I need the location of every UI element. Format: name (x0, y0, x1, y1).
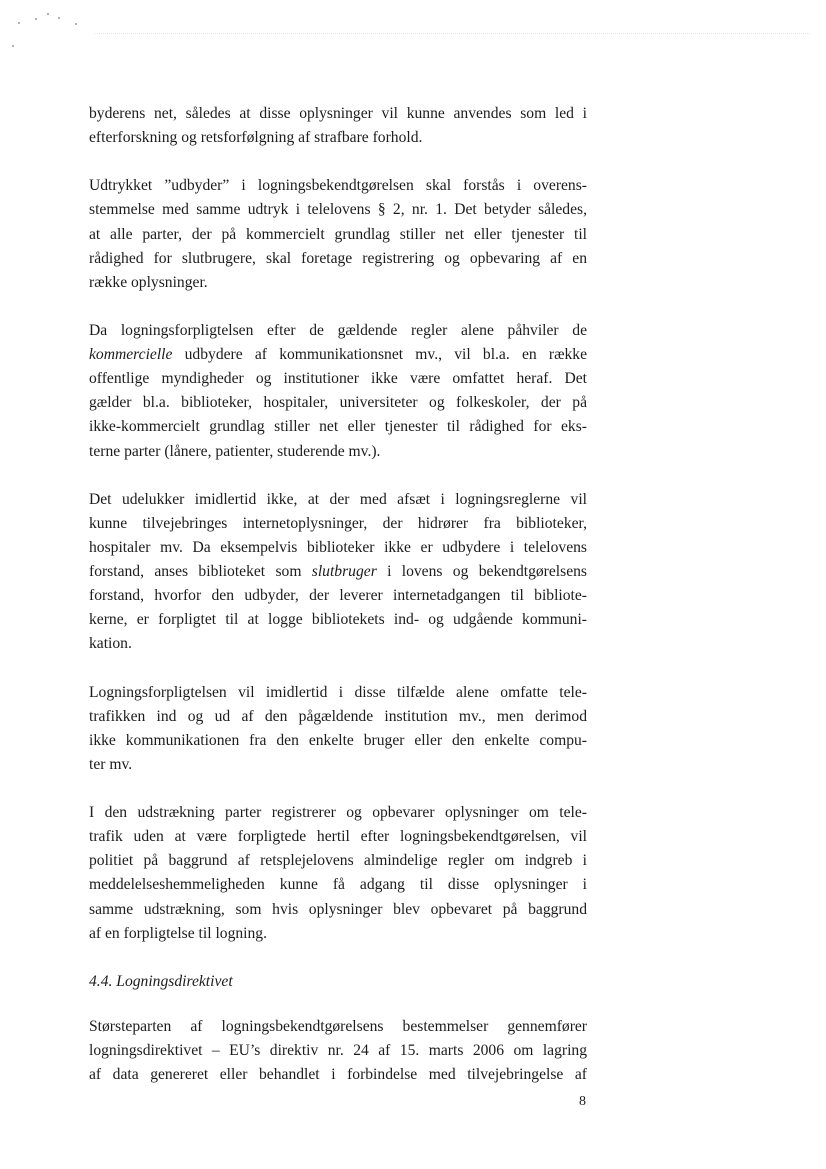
text-line: Størsteparten af logningsbekendtgørelsens bestemmelser gennemfører (89, 1017, 587, 1035)
text-line: ikke-kommercielt grundlag stiller net eller tjenester til rådighed for eks- (89, 418, 587, 436)
text-fragment: i lovens og bekendtgørelsens (376, 563, 587, 581)
text-line: Da logningsforpligtelsen efter de gældende regler alene påhviler de (89, 322, 587, 340)
text-line: trafik uden at være forpligtede hertil efter logningsbekendtgørelsen, vil (89, 828, 587, 846)
text-line: trafikken ind og ud af den pågældende institution mv., men derimod (89, 707, 587, 725)
emphasis-slutbruger: slutbruger (311, 563, 377, 581)
paragraph-6 (89, 801, 587, 946)
text-line: meddelelseshemmeligheden kunne få adgang til disse oplysninger i (89, 876, 587, 894)
text-line: af data genereret eller behandlet i forbindelse med tilvejebringelse af (89, 1066, 587, 1084)
text-line: offentlige myndigheder og institutioner ikke være omfattet heraf. Det (89, 370, 587, 388)
scan-speck (12, 45, 14, 47)
text-line: række oplysninger. (89, 273, 208, 291)
text-line: kerne, er forpligtet til at logge bibliotekets ind- og udgående kommuni- (89, 611, 587, 629)
text-line: byderens net, således at disse oplysninger vil kunne anvendes som led i (89, 105, 587, 122)
text-line: at alle parter, der på kommercielt grundlag stiller net eller tjenester til (89, 225, 587, 243)
scan-speck (18, 22, 20, 24)
text-line: Det udelukker imidlertid ikke, at der med afsæt i logningsreglerne vil (89, 490, 587, 508)
paragraph-final (89, 1015, 587, 1087)
scan-speck (35, 18, 37, 20)
paragraph-2 (89, 174, 587, 294)
scan-speck (75, 23, 77, 25)
text-line: forstand, hvorfor den udbyder, der leverer internetadgangen til bibliote- (89, 587, 587, 605)
paragraph-1 (89, 102, 587, 150)
paragraph-5 (89, 681, 587, 777)
text-line: Udtrykket ”udbyder” i logningsbekendtgørelsen skal forstås i overens- (89, 177, 587, 195)
text-line: stemmelse med samme udtryk i telelovens § 2, nr. 1. Det betyder således, (89, 201, 587, 219)
text-line: ter mv. (89, 755, 133, 773)
text-line: Logningsforpligtelsen vil imidlertid i disse tilfælde alene omfatte tele- (89, 683, 587, 701)
paragraph-4 (89, 488, 587, 657)
text-line: rådighed for slutbrugere, skal foretage registrering og opbevaring af en (89, 249, 587, 267)
paragraph-3 (89, 319, 587, 464)
text-line: logningsdirektivet – EU’s direktiv nr. 24 af 15. marts 2006 om lagring (89, 1042, 587, 1060)
text-line: af en forpligtelse til logning. (89, 924, 267, 942)
emphasis-kommercielle: kommercielle (89, 346, 173, 364)
scan-speck (58, 17, 60, 19)
text-line: samme udstrækning, som hvis oplysninger blev opbevaret på baggrund (89, 900, 587, 918)
text-line (89, 343, 587, 367)
text-line: kation. (89, 635, 132, 653)
text-fragment: udbydere af kommunikationsnet mv., vil bl.a. en række (172, 346, 587, 364)
text-line: ikke kommunikationen fra den enkelte bruger eller den enkelte compu- (89, 731, 587, 749)
text-fragment: forstand, anses biblioteket som (89, 563, 312, 581)
text-line (89, 560, 587, 584)
text-line: hospitaler mv. Da eksempelvis biblioteker ikke er udbydere i telelovens (89, 538, 587, 556)
scan-speck (47, 13, 49, 15)
text-line: efterforskning og retsforfølgning af strafbare forhold. (89, 129, 423, 147)
scan-top-rule (95, 33, 810, 34)
text-line: I den udstrækning parter registrerer og opbevarer oplysninger om tele- (89, 804, 587, 822)
page-number: 8 (579, 1094, 586, 1109)
text-line: kunne tilvejebringes internetoplysninger, der hidrører fra biblioteker, (89, 514, 587, 532)
text-line: politiet på baggrund af retsplejelovens almindelige regler om indgreb i (89, 852, 587, 870)
text-line: terne parter (lånere, patienter, studerende mv.). (89, 442, 381, 460)
document-body (89, 102, 587, 1111)
text-line: gælder bl.a. biblioteker, hospitaler, universiteter og folkeskoler, der på (89, 394, 587, 412)
section-heading: 4.4. Logningsdirektivet (89, 972, 233, 990)
